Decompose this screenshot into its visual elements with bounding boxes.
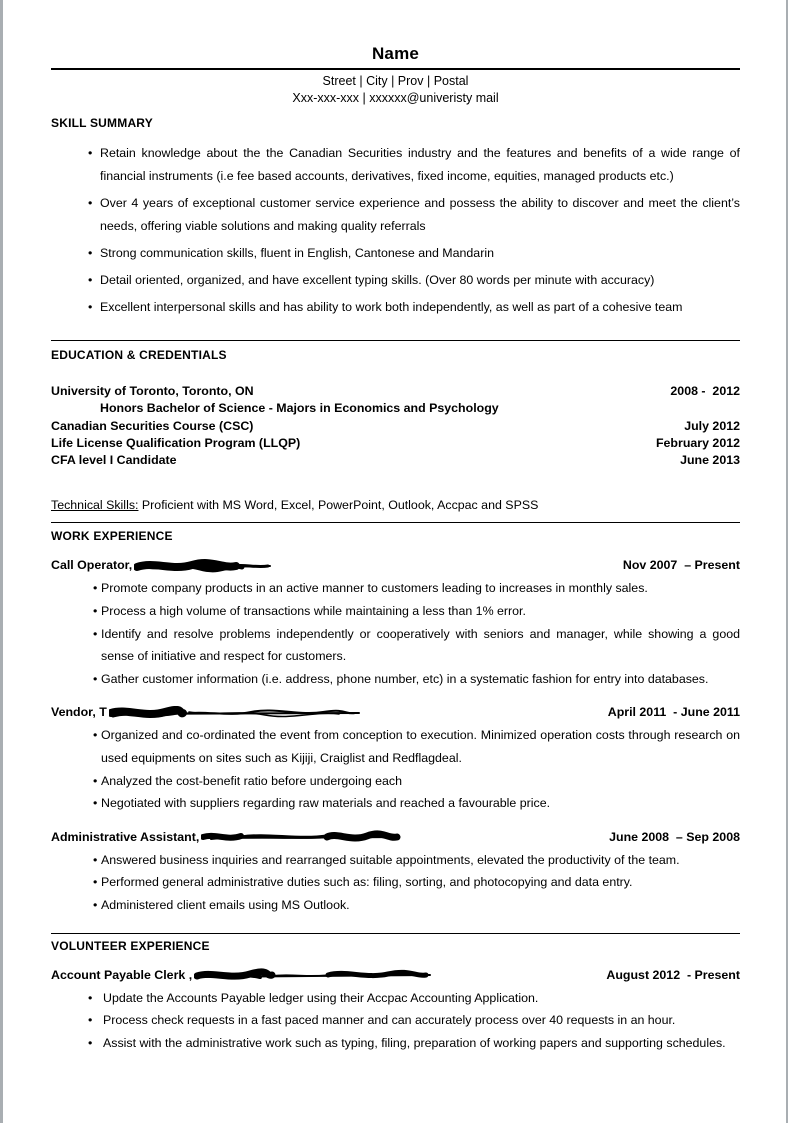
page-title: Name	[371, 44, 420, 63]
job-header	[51, 830, 740, 845]
education-institution: University of Toronto, Toronto, ON	[51, 384, 254, 398]
job-bullet-text: Negotiated with suppliers regarding raw materials and reached a favourable price.	[101, 796, 551, 811]
address-line: Street | City | Prov | Postal	[322, 74, 469, 88]
section-title-volunteer-experience: VOLUNTEER EXPERIENCE	[51, 938, 210, 953]
redacted-company-scribble	[109, 706, 361, 720]
job-dates: Nov 2007 – Present	[622, 558, 740, 573]
education-credential: Life License Qualification Program (LLQP)	[51, 435, 301, 450]
job-bullet-list	[51, 724, 740, 814]
bullet-icon: •	[88, 246, 93, 260]
contact-line: Xxx-xxx-xxx | xxxxxx@univeristy mail	[292, 91, 499, 105]
bullet-icon: •	[93, 875, 98, 890]
list-item	[51, 269, 740, 292]
job-header	[51, 558, 740, 573]
education-credential: Canadian Securities Course (CSC)	[51, 418, 254, 433]
section-divider	[51, 933, 740, 934]
bullet-icon: •	[93, 728, 98, 743]
job-bullet-text: Gather customer information (i.e. address, phone number, etc) in a systematic fashion for entry into databases.	[101, 671, 709, 686]
list-item	[51, 724, 740, 769]
header-divider	[51, 68, 740, 70]
education-dates: June 2013	[680, 453, 740, 468]
skill-bullet-text: Retain knowledge about the the Canadian Securities industry and the features and benefits of a wide range of financial instruments (i.e fee based accounts, derivatives, fixed income, equities, managed products etc.)	[100, 146, 740, 183]
job-bullet-text: Answered business inquiries and rearranged suitable appointments, elevated the productivity of the team.	[101, 852, 680, 867]
education-row	[51, 452, 740, 469]
education-row	[51, 383, 740, 400]
bullet-icon: •	[93, 581, 98, 596]
bullet-icon: •	[93, 852, 98, 867]
bullet-icon: •	[93, 671, 98, 686]
job-bullet-text: Process a high volume of transactions while maintaining a less than 1% error.	[101, 604, 526, 619]
bullet-icon: •	[93, 796, 98, 811]
job-bullet-list	[51, 987, 740, 1055]
job-title: Vendor, T	[51, 705, 107, 720]
job-bullet-text: Performed general administrative duties such as: filing, sorting, and photocopying and data entry.	[101, 875, 633, 890]
job-bullet-list	[51, 849, 740, 917]
education-dates: February 2012	[655, 435, 740, 450]
job-title: Call Operator,	[51, 558, 133, 573]
education-row	[51, 418, 740, 435]
bullet-icon: •	[93, 898, 98, 913]
list-item	[51, 894, 740, 917]
list-item	[51, 577, 740, 600]
list-item	[51, 192, 740, 238]
education-credential: CFA level I Candidate	[51, 453, 177, 468]
job-bullet-text: Update the Accounts Payable ledger using their Accpac Accounting Application.	[103, 990, 539, 1005]
technical-skills-text: Proficient with MS Word, Excel, PowerPoint, Outlook, Accpac and SPSS	[138, 498, 539, 513]
technical-skills-line	[51, 497, 740, 514]
list-item	[51, 871, 740, 894]
section-divider	[51, 340, 740, 341]
list-item	[51, 242, 740, 265]
list-item	[51, 600, 740, 623]
job-header	[51, 705, 740, 720]
skill-bullet-text: Detail oriented, organized, and have excellent typing skills. (Over 80 words per minute with accuracy)	[100, 273, 655, 287]
list-item	[51, 623, 740, 668]
job-bullet-text: Promote company products in an active manner to customers leading to increases in monthly sales.	[101, 581, 648, 596]
redacted-company-scribble	[134, 559, 272, 573]
skill-bullet-text: Strong communication skills, fluent in English, Cantonese and Mandarin	[100, 246, 494, 260]
job-dates: August 2012 - Present	[606, 967, 740, 982]
redacted-company-scribble	[201, 830, 401, 844]
section-title-education: EDUCATION & CREDENTIALS	[51, 348, 227, 362]
education-entries	[51, 383, 740, 469]
bullet-icon: •	[93, 604, 98, 619]
list-item	[51, 770, 740, 793]
job-title: Administrative Assistant,	[51, 829, 200, 844]
list-item	[51, 1032, 740, 1055]
bullet-icon: •	[88, 196, 93, 210]
job-bullet-text: Process check requests in a fast paced manner and can accurately process over 40 requests in an hour.	[103, 1013, 676, 1028]
bullet-icon: •	[88, 300, 93, 314]
job-bullet-text: Organized and co-ordinated the event from conception to execution. Minimized operation costs through research on used equipments on sites such as Kijiji, Craiglist and Redflagdeal.	[101, 728, 740, 766]
list-item	[51, 792, 740, 815]
bullet-icon: •	[88, 146, 93, 160]
job-title: Account Payable Clerk ,	[51, 967, 193, 982]
job-bullet-text: Identify and resolve problems independently or cooperatively with seniors and manager, while showing a good sense of initiative and respect for customers.	[101, 626, 740, 664]
bullet-icon: •	[88, 1013, 93, 1028]
job-header	[51, 968, 740, 983]
bullet-icon: •	[88, 1035, 93, 1050]
education-dates: July 2012	[684, 418, 740, 433]
section-title-skill-summary: SKILL SUMMARY	[51, 116, 153, 130]
skill-bullet-text: Over 4 years of exceptional customer service experience and possess the ability to discover and meet the client’s needs, offering viable solutions and making quality referrals	[100, 196, 740, 233]
skill-bullet-text: Excellent interpersonal skills and has ability to work both independently, as well as part of a cohesive team	[100, 300, 683, 314]
bullet-icon: •	[88, 273, 93, 287]
bullet-icon: •	[93, 626, 98, 641]
redacted-company-scribble	[194, 968, 432, 982]
job-bullet-text: Analyzed the cost-benefit ratio before undergoing each	[101, 773, 403, 788]
section-title-work-experience: WORK EXPERIENCE	[51, 529, 173, 544]
education-dates: 2008 - 2012	[670, 384, 740, 398]
education-row	[51, 435, 740, 452]
job-dates: April 2011 - June 2011	[607, 705, 740, 720]
list-item	[51, 142, 740, 188]
technical-skills-label: Technical Skills:	[51, 498, 139, 513]
job-bullet-list	[51, 577, 740, 690]
list-item	[51, 849, 740, 872]
job-dates: June 2008 – Sep 2008	[609, 829, 740, 844]
list-item	[51, 668, 740, 691]
bullet-icon: •	[88, 990, 93, 1005]
job-bullet-text: Administered client emails using MS Outlook.	[101, 898, 350, 913]
skill-summary-list	[51, 142, 740, 319]
list-item	[51, 1009, 740, 1032]
list-item	[51, 296, 740, 319]
education-degree: Honors Bachelor of Science - Majors in Economics and Psychology	[100, 401, 499, 416]
list-item	[51, 987, 740, 1010]
bullet-icon: •	[93, 773, 98, 788]
job-bullet-text: Assist with the administrative work such as typing, filing, preparation of working papers and supporting schedules.	[103, 1035, 726, 1050]
section-divider	[51, 522, 740, 523]
